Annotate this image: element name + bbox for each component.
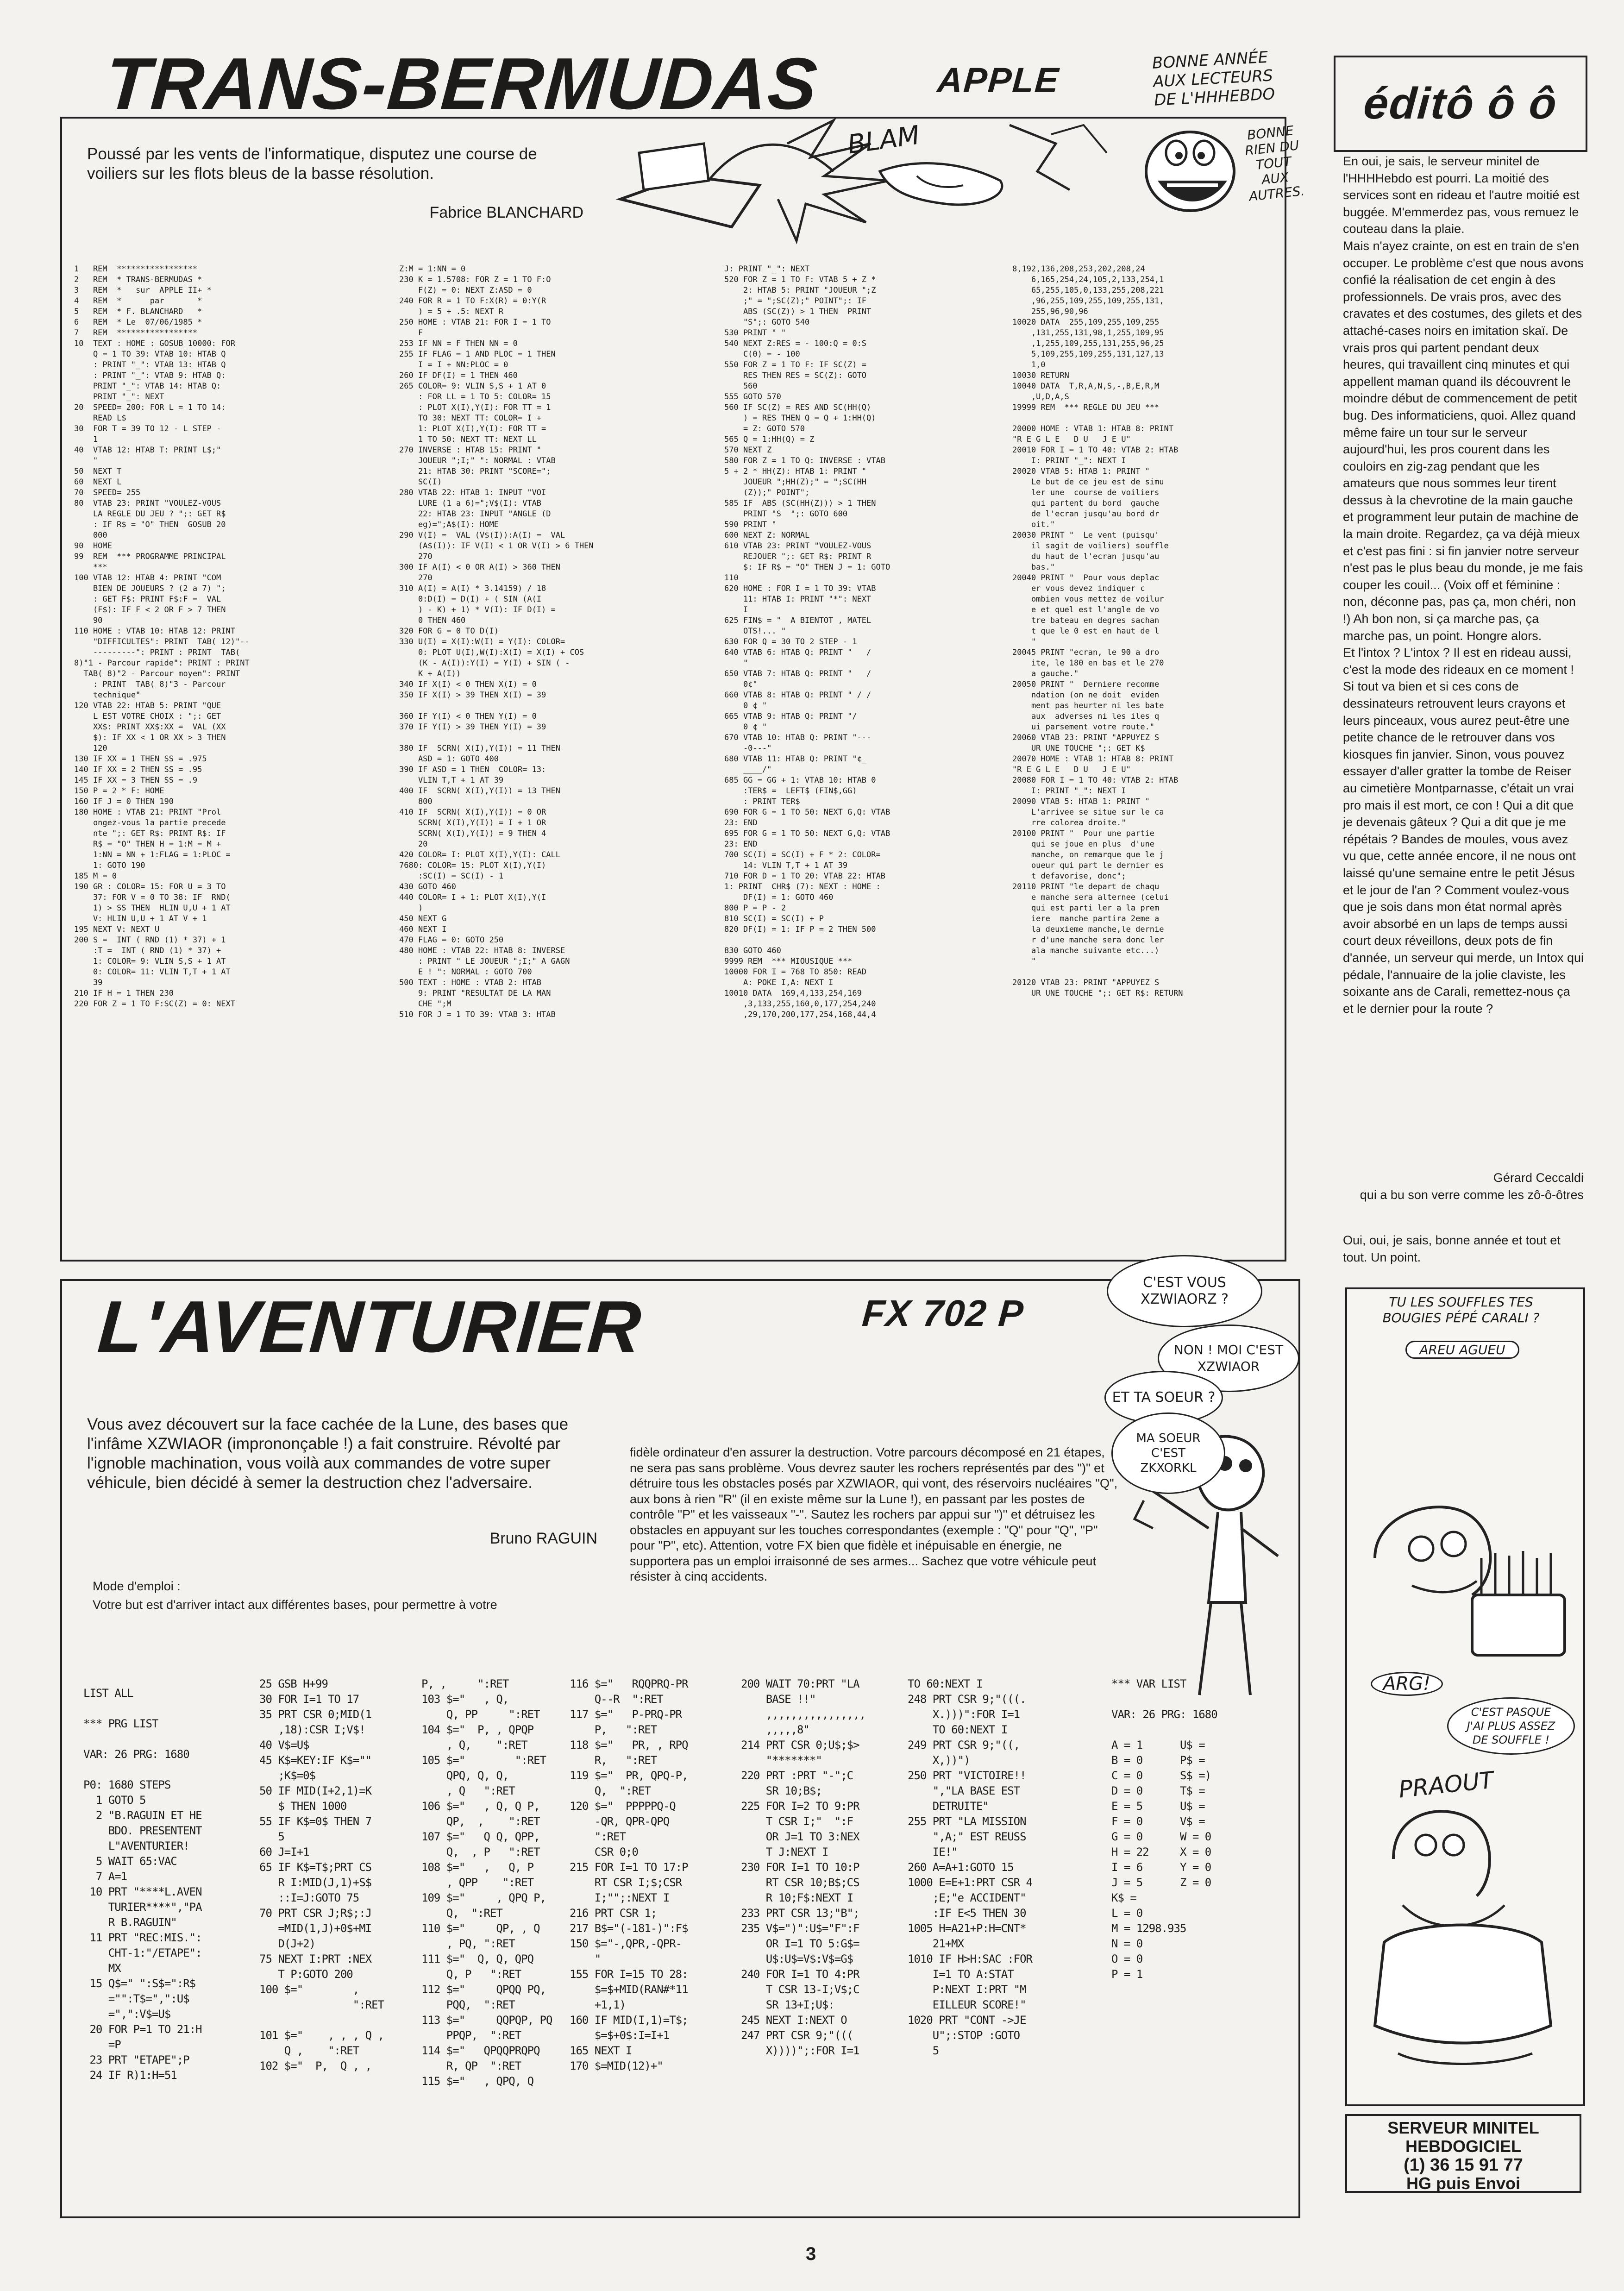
trans-bermudas-code-col-1: 1 REM ***************** 2 REM * TRANS-BERMUDAS * 3 REM * sur APPLE II+ * 4 REM * par * 5 REM * F. BLANCHARD * 6 REM * Le 07/06/1985 * 7 REM ***************** 10 TEXT : HOME : GOSUB 10000: FOR Q = 1 TO 39: VTAB 10: HTAB Q : PRINT "_": VTAB 13: HTAB Q : PRINT "_": VTAB 9: HTAB Q: PRINT "_": VTAB 14: HTAB Q: PRINT "_": NEXT 20 SPEED= 200: FOR L = 1 TO 14: READ L$ 30 FOR T = 39 TO 12 - L STEP - 1 40 VTAB 12: HTAB T: PRINT L$;" " 50 NEXT T 60 NEXT L 70 SPEED= 255 80 VTAB 23: PRINT "VOULEZ-VOUS LA REGLE DU JEU ? ";: GET R$ : IF R$ = "O" THEN GOSUB 20 000 90 HOME 99 REM *** PROGRAMME PRINCIPAL *** 100 VTAB 12: HTAB 4: PRINT "COM BIEN DE JOUEURS ? (2 a 7) "; : GET F$: PRINT F$:F = VAL (F$): IF F < 2 OR F > 7 THEN 90 110 HOME : VTAB 10: HTAB 12: PRINT "DIFFICULTES": PRINT TAB( 12)"-- ---------": PRINT : PRINT TAB( 8)"1 - Parcour rapide": PRINT : PRINT TAB( 8)"2 - Parcour moyen": PRINT : PRINT TAB( 8)"3 - Parcour technique" 120 VTAB 22: HTAB 5: PRINT "QUE L EST VOTRE CHOIX : ";: GET XX$: PRINT XX$:XX = VAL (XX $): IF XX < 1 OR XX > 3 THEN 120 130 IF XX = 1 THEN SS = .975 140 IF XX = 2 THEN SS = .95 145 IF XX = 3 THEN SS = .9 150 P = 2 * F: HOME 160 IF J = 0 THEN 190 180 HOME : VTAB 21: PRINT "Prol ongez-vous la partie precede nte ";: GET R$: PRINT R$: IF R$ = "O" THEN H = 1:M = M + 1:NN = NN + 1:FLAG = 1:PLOC = 1: GOTO 190 185 M = 0 190 GR : COLOR= 15: FOR U = 3 TO 37: FOR V = 0 TO 38: IF RND( 1) > SS THEN HLIN U,U + 1 AT V: HLIN U,U + 1 AT V + 1 195 NEXT V: NEXT U 200 S = INT ( RND (1) * 37) + 1 :T = INT ( RND (1) * 37) + 1: COLOR= 9: VLIN S,S + 1 AT 0: COLOR= 11: VLIN T,T + 1 AT 39 210 IF H = 1 THEN 230 220 FOR Z = 1 TO F:SC(Z) = 0: NEXT <box>74 264 250 1009</box>
minitel-box <box>1345 2114 1581 2193</box>
trans-bermudas-code-col-3: J: PRINT "_": NEXT 520 FOR Z = 1 TO F: VTAB 5 + Z * 2: HTAB 5: PRINT "JOUEUR ";Z ;" = ";SC(Z);" POINT";: IF ABS (SC(Z)) > 1 THEN PRINT "S";: GOTO 540 530 PRINT " " 540 NEXT Z:RES = - 100:Q = 0:S C(0) = - 100 550 FOR Z = 1 TO F: IF SC(Z) = RES THEN RES = SC(Z): GOTO 560 555 GOTO 570 560 IF SC(Z) = RES AND SC(HH(Q) ) = RES THEN Q = Q + 1:HH(Q) = Z: GOTO 570 565 Q = 1:HH(Q) = Z 570 NEXT Z 580 FOR Z = 1 TO Q: INVERSE : VTAB 5 + 2 * HH(Z): HTAB 1: PRINT " JOUEUR ";HH(Z);" = ";SC(HH (Z));" POINT"; 585 IF ABS (SC(HH(Z))) > 1 THEN PRINT "S ";: GOTO 600 590 PRINT " 600 NEXT Z: NORMAL 610 VTAB 23: PRINT "VOULEZ-VOUS REJOUER ";: GET R$: PRINT R $: IF R$ = "O" THEN J = 1: GOTO 110 620 HOME : FOR I = 1 TO 39: VTAB 11: HTAB I: PRINT "*": NEXT I 625 FIN$ = " A BIENTOT , MATEL OTS!... " 630 FOR Q = 30 TO 2 STEP - 1 640 VTAB 6: HTAB Q: PRINT " / " 650 VTAB 7: HTAB Q: PRINT " / 0¢" 660 VTAB 8: HTAB Q: PRINT " / / 0 ¢ " 665 VTAB 9: HTAB Q: PRINT "/ 0 ¢ " 670 VTAB 10: HTAB Q: PRINT "--- -0---" 680 VTAB 11: HTAB Q: PRINT "¢_ ____/" 685 GG = GG + 1: VTAB 10: HTAB 0 :TER$ = LEFT$ (FIN$,GG) : PRINT TER$ 690 FOR G = 1 TO 50: NEXT G,Q: VTAB 23: END 695 FOR G = 1 TO 50: NEXT G,Q: VTAB 23: END 700 SC(I) = SC(I) + F * 2: COLOR= 14: VLIN T,T + 1 AT 39 710 FOR D = 1 TO 20: VTAB 22: HTAB 1: PRINT CHR$ (7): NEXT : HOME : DF(I) = 1: GOTO 460 800 P = P - 2 810 SC(I) = SC(I) + P 820 DF(I) = 1: IF P = 2 THEN 500 830 GOTO 460 9999 REM *** MIOUSIQUE *** 10000 FOR I = 768 TO 850: READ A: POKE I,A: NEXT I 10010 DATA 169,4,133,254,169 ,3,133,255,160,0,177,254,240 ,29,170,200,177,254,168,44,4 <box>724 264 890 1019</box>
trans-bermudas-intro: Poussé par les vents de l'informatique, disputez une course de voiliers sur les flots bleus de la basse résolution. <box>87 145 537 182</box>
blam-sfx: BLAM <box>846 120 922 160</box>
grandpa-drawing <box>1356 1766 1574 2090</box>
mascot-bubble: BONNE RIEN DU TOUT AUX AUTRES. <box>1244 123 1305 204</box>
minitel-phone: (1) 36 15 91 77 <box>1404 2155 1523 2175</box>
aventurier-code-col-4: 116 $=" RQQPRQ-PR Q--R ":RET 117 $=" P-PRQ-PR P, ":RET 118 $=" PR, , RPQ R, ":RET 119 $=" PR, QPQ-P, Q, ":RET 120 $=" PPPPPQ-Q -QR, QPR-QPQ ":RET CSR 0;0 215 FOR I=1 TO 17:P RT CSR I;$;CSR I;"";:NEXT I 216 PRT CSR 1; 217 B$="(-181-)":F$ 150 $="-,QPR,-QPR- " 155 FOR I=15 TO 28: $=$+MID(RAN#*11 +1,1) 160 IF MID(I,1)=T$; $=$+0$:I=I+1 165 NEXT I 170 $=MID(12)+" <box>570 1677 688 2072</box>
minitel-line-2: HEBDOGICIEL <box>1405 2137 1521 2156</box>
aventurier-author: Bruno RAGUIN <box>489 1530 597 1547</box>
cake-drawing <box>1356 1456 1574 1669</box>
carali-bubble-2: AREU AGUEU <box>1405 1341 1519 1359</box>
minitel-line-4: HG puis Envoi <box>1406 2174 1521 2193</box>
carali-bubble-4: C'EST PASQUE J'AI PLUS ASSEZ DE SOUFFLE ! <box>1447 1697 1575 1755</box>
trans-bermudas-author: Fabrice BLANCHARD <box>429 204 583 221</box>
trans-bermudas-title: TRANS-BERMUDAS <box>102 43 821 125</box>
aventurier-intro: Vous avez découvert sur la face cachée de la Lune, des bases que l'infâme XZWIAOR (imprononçable !) a fait construire. Révolté par l'ignoble machination, vous voilà aux commandes de votre super véhicule, bien décidé à semer la destruction chez l'adversaire. <box>87 1415 569 1492</box>
trans-bermudas-platform: APPLE <box>936 61 1061 100</box>
edito-signature: Gérard Ceccaldi <box>1493 1171 1584 1185</box>
edito-title: éditô ô ô <box>1362 79 1559 128</box>
minitel-line-1: SERVEUR MINITEL <box>1387 2118 1539 2137</box>
aventurier-bubble-2: NON ! MOI C'EST XZWIAOR <box>1158 1324 1299 1392</box>
carali-sfx: PRAOUT <box>1397 1766 1495 1803</box>
aventurier-bubble-4: MA SOEUR C'EST ZKXORKL <box>1111 1412 1225 1494</box>
aventurier-code-col-6: TO 60:NEXT I 248 PRT CSR 9;"(((. X.)))":FOR I=1 TO 60:NEXT I 249 PRT CSR 9;"((, X,))") 250 PRT "VICTOIRE!! ","LA BASE EST DETRUITE" 255 PRT "LA MISSION ",A;" EST REUSS IE!" 260 A=A+1:GOTO 15 1000 E=E+1:PRT CSR 4 ;E;"e ACCIDENT" :IF E<5 THEN 30 1005 H=A21+P:H=CNT* 21+MX 1010 IF H>H:SAC :FOR I=1 TO A:STAT P:NEXT I:PRT "M EILLEUR SCORE!" 1020 PRT "CONT ->JE U";:STOP :GOTO 5 <box>908 1677 1032 2057</box>
aventurier-code-col-7: *** VAR LIST VAR: 26 PRG: 1680 A = 1 U$ = B = 0 P$ = C = 0 S$ =) D = 0 T$ = E = 5 U$ = F = 0 V$ = G = 0 W = 0 H = 22 X = 0 I = 6 Y = 0 J = 5 Z = 0 K$ = L = 0 M = 1298.935 N = 0 O = 0 P = 1 <box>1111 1677 1217 1981</box>
edito-body: En oui, je sais, le serveur minitel de l'HHHHebdo est pourri. La moitié des services sont en rideau et l'autre moitié est buggée. M'emmerdez pas, vous remuez le couteau dans la plaie. Mais n'ayez crainte, on est en train de s'en occuper. Le problème c'est que nous avons confié la réalisation de cet engin à des professionnels. De vrais pros, avec des cravates et des costumes, des gilets et des attaché-cases noirs en imitation skaï. De vrais pros qui partent pendant deux heures, qui travaillent cinq minutes et qui appellent maman quand ils découvrent le moindre début de commencement de petit bug. Des informaticiens, quoi. Allez quand même faire un tour sur le serveur aujourd'hui, les pros courent dans les couloirs en zig-zag pendant que les amateurs que nous sommes leur tirent dessus à la chevrotine de la main gauche et programment leur putain de machine de la main droite. Regardez, ça va déjà mieux et c'est pas fini : si fin janvier notre serveur n'est pas le plus beau du monde, je me fais couper les couil... (Voix off et féminine : non, déconne pas, pas ça, mon chéri, non !) Ah bon non, si ça marche pas, ça marche pas, un point. Hongre alors. Et l'intox ? L'intox ? Il est en rideau aussi, c'est la mode des rideaux en ce moment ! Si tout va bien et si ces cons de dessinateurs retrouvent leurs crayons et leurs pinceaux, vous aurez peut-être une petite chance de le retrouver dans vos kiosques fin janvier. Sinon, vous pouvez essayer d'aller gratter la tombe de Reiser au cimetière Montparnasse, c'était un vrai pro mais il est mort, ce con ! Qui a dit que je devenais gâteux ? Qui a dit que je me répétais ? Bandes de moules, vous avez vu que, cette année encore, il ne nous ont laissé qu'une semaine entre le petit Jésus et le jour de l'an ? Comment voulez-vous que je sois dans mon état normal après avoir absorbé en un laps de temps aussi court deux réveillons, deux pots de fin d'année, un serveur qui merde, un Intox qui pédale, l'annuaire de la jolie claviste, les soixante ans de Carali, remettez-nous ça et le dernier pour la route ? <box>1343 154 1584 1016</box>
aventurier-mode-label: Mode d'emploi : <box>93 1579 181 1593</box>
aventurier-bubble-3: ET TA SOEUR ? <box>1104 1371 1223 1425</box>
aventurier-mode-text: Votre but est d'arriver intact aux différentes bases, pour permettre à votre <box>93 1598 497 1612</box>
carali-bubble-1: TU LES SOUFFLES TES BOUGIES PÉPÉ CARALI ? <box>1382 1294 1540 1325</box>
edito-signoff: qui a bu son verre comme les zô-ô-ôtres <box>1360 1188 1584 1202</box>
carali-bubble-3: ARG! <box>1371 1672 1443 1696</box>
edito-postscript: Oui, oui, je sais, bonne année et tout et tout. Un point. <box>1343 1233 1561 1264</box>
trans-bermudas-code-col-2: Z:M = 1:NN = 0 230 K = 1.5708: FOR Z = 1 TO F:O F(Z) = 0: NEXT Z:ASD = 0 240 FOR R = 1 TO F:X(R) = 0:Y(R ) = 5 + .5: NEXT R 250 HOME : VTAB 21: FOR I = 1 TO F 253 IF NN = F THEN NN = 0 255 IF FLAG = 1 AND PLOC = 1 THEN I = I + NN:PLOC = 0 260 IF DF(I) = 1 THEN 460 265 COLOR= 9: VLIN S,S + 1 AT 0 : FOR LL = 1 TO 5: COLOR= 15 : PLOT X(I),Y(I): FOR TT = 1 TO 30: NEXT TT: COLOR= I + 1: PLOT X(I),Y(I): FOR TT = 1 TO 50: NEXT TT: NEXT LL 270 INVERSE : HTAB 15: PRINT " JOUEUR ";I;" ": NORMAL : VTAB 21: HTAB 30: PRINT "SCORE="; SC(I) 280 VTAB 22: HTAB 1: INPUT "VOI LURE (1 a 6)=";V$(I): VTAB 22: HTAB 23: INPUT "ANGLE (D eg)=";A$(I): HOME 290 V(I) = VAL (V$(I)):A(I) = VAL (A$(I)): IF V(I) < 1 OR V(I) > 6 THEN 270 300 IF A(I) < 0 OR A(I) > 360 THEN 270 310 A(I) = A(I) * 3.14159) / 18 0:D(I) = D(I) + ( SIN (A(I ) - K) + 1) * V(I): IF D(I) = 0 THEN 460 320 FOR G = 0 TO D(I) 330 U(I) = X(I):W(I) = Y(I): COLOR= 0: PLOT U(I),W(I):X(I) = X(I) + COS (K - A(I)):Y(I) = Y(I) + SIN ( - K + A(I)) 340 IF X(I) < 0 THEN X(I) = 0 350 IF X(I) > 39 THEN X(I) = 39 360 IF Y(I) < 0 THEN Y(I) = 0 370 IF Y(I) > 39 THEN Y(I) = 39 380 IF SCRN( X(I),Y(I)) = 11 THEN ASD = 1: GOTO 400 390 IF ASD = 1 THEN COLOR= 13: VLIN T,T + 1 AT 39 400 IF SCRN( X(I),Y(I)) = 13 THEN 800 410 IF SCRN( X(I),Y(I)) = 0 OR SCRN( X(I),Y(I)) = I + 1 OR SCRN( X(I),Y(I)) = 9 THEN 4 20 420 COLOR= I: PLOT X(I),Y(I): CALL 7680: COLOR= 15: PLOT X(I),Y(I) :SC(I) = SC(I) - 1 430 GOTO 460 440 COLOR= I + 1: PLOT X(I),Y(I ) 450 NEXT G 460 NEXT I 470 FLAG = 0: GOTO 250 480 HOME : VTAB 22: HTAB 8: INVERSE : PRINT " LE JOUEUR ";I;" A GAGN E ! ": NORMAL : GOTO 700 500 TEXT : HOME : VTAB 2: HTAB 9: PRINT "RESULTAT DE LA MAN CHE ";M 510 FOR J = 1 TO 39: VTAB 3: HTAB <box>399 264 594 1019</box>
edito-title-box <box>1334 56 1587 152</box>
aventurier-code-col-2: 25 GSB H+99 30 FOR I=1 TO 17 35 PRT CSR 0;MID(1 ,18):CSR I;V$! 40 V$=U$ 45 K$=KEY:IF K$="" ;K$=0$ 50 IF MID(I+2,1)=K $ THEN 1000 55 IF K$=0$ THEN 7 5 60 J=I+1 65 IF K$=T$;PRT CS R I:MID(J,1)+S$ ::I=J:GOTO 75 70 PRT CSR J;R$;:J =MID(1,J)+0$+MI D(J+2) 75 NEXT I:PRT :NEX T P:GOTO 200 100 $=" , ":RET 101 $=" , , , Q , Q , ":RET 102 $=" P, Q , , <box>259 1677 384 2072</box>
aventurier-body: fidèle ordinateur d'en assurer la destruction. Votre parcours décomposé en 21 étapes, ne sera pas sans problème. Vous devrez sauter les rochers représentés par des ")" et détruire tous les obstacles posés par XZWIAOR, qui vont, des réservoirs nucléaires "Q", aux bons à rien "R" (il en existe même sur la Lune !), en passant par les postes de contrôle "P" et les vaisseaux "-". Sautez les rochers par appui sur ")" et détruisez les obstacles en appuyant sur les touches correspondantes (exemple : "Q" pour "Q", "P" pour "P", etc). Attention, votre FX bien que fidèle et inépuisable en énergie, ne supportera pas un emploi irraisonné de ses armes... Sachez que votre véhicule peut résister à cinq accidents. <box>630 1445 1118 1583</box>
aventurier-code-col-3: P, , ":RET 103 $=" , Q, Q, PP ":RET 104 $=" P, , QPQP , Q, ":RET 105 $=" ":RET QPQ, Q, Q, , Q ":RET 106 $=" , Q, Q P, QP, , ":RET 107 $=" Q Q, QPP, Q, , P ":RET 108 $=" , Q, P , QPP ":RET 109 $=" , QPQ P, Q, ":RET 110 $=" QP, , Q , PQ, ":RET 111 $=" Q, Q, QPQ Q, P ":RET 112 $=" QPQQ PQ, PQQ, ":RET 113 $=" QQPQP, PQ PPQP, ":RET 114 $=" QPQQPRQPQ R, QP ":RET 115 $=" , QPQ, Q <box>421 1677 552 2088</box>
aventurier-code-col-1: LIST ALL *** PRG LIST VAR: 26 PRG: 1680 P0: 1680 STEPS 1 GOTO 5 2 "B.RAGUIN ET HE BDO. PRESENTENT L"AVENTURIER! 5 WAIT 65:VAC 7 A=1 10 PRT "****L.AVEN TURIER****","PA R B.RAGUIN" 11 PRT "REC:MIS.": CHT-1:"/ETAPE": MX 15 Q$=" ":S$=":R$ ="":T$=",":U$ =",":V$=U$ 20 FOR P=1 TO 21:H =P 23 PRT "ETAPE";P 24 IF R)1:H=51 <box>83 1687 202 2082</box>
aventurier-title: L'AVENTURIER <box>95 1286 645 1368</box>
greeting-handwritten: BONNE ANNÉE AUX LECTEURS DE L'HHHEBDO <box>1152 48 1276 110</box>
trans-bermudas-code-col-4: 8,192,136,208,253,202,208,24 6,165,254,24,105,2,133,254,1 65,255,105,0,133,255,208,221 ,96,255,109,255,109,255,131, 255,96,90,96 10020 DATA 255,109,255,109,255 ,131,255,131,98,1,255,109,95 ,1,255,109,255,131,255,96,25 5,109,255,109,255,131,127,13 1,0 10030 RETURN 10040 DATA T,R,A,N,S,-,B,E,R,M ,U,D,A,S 19999 REM *** REGLE DU JEU *** 20000 HOME : VTAB 1: HTAB 8: PRINT "R E G L E D U J E U" 20010 FOR I = 1 TO 40: VTAB 2: HTAB I: PRINT "_": NEXT I 20020 VTAB 5: HTAB 1: PRINT " Le but de ce jeu est de simu ler une course de voiliers qui partent du bord gauche de l'ecran jusqu'au bord dr oit." 20030 PRINT " Le vent (puisqu' il sagit de voiliers) souffle du haut de l'ecran jusqu'au bas." 20040 PRINT " Pour vous deplac er vous devez indiquer c ombien vous mettez de voilur e et quel est l'angle de vo tre bateau en degres sachan t que le 0 est en haut de l " 20045 PRINT "ecran, le 90 a dro ite, le 180 en bas et le 270 a gauche." 20050 PRINT " Derniere recomme ndation (on ne doit eviden ment pas heurter ni les bate aux adverses ni les iles q ui parsement votre route." 20060 VTAB 23: PRINT "APPUYEZ S UR UNE TOUCHE ";: GET K$ 20070 HOME : VTAB 1: HTAB 8: PRINT "R E G L E D U J E U" 20080 FOR I = 1 TO 40: VTAB 2: HTAB I: PRINT "_": NEXT I 20090 VTAB 5: HTAB 1: PRINT " L'arrivee se situe sur le ca rre colorea droite." 20100 PRINT " Pour une partie qui se joue en plus d'une manche, on remarque que le j oueur qui part le dernier es t defavorise, donc"; 20110 PRINT "le depart de chaqu e manche sera alternee (celui qui est parti ler a la prem iere manche partira 2eme a la deuxieme manche,le dernie r d'une manche sera donc ler ala manche suivante etc...) " 20120 VTAB 23: PRINT "APPUYEZ S UR UNE TOUCHE ";: GET R$: RETURN <box>1012 264 1183 998</box>
aventurier-platform: FX 702 P <box>860 1293 1026 1334</box>
carali-cartoon <box>1345 1287 1585 2106</box>
aventurier-code-col-5: 200 WAIT 70:PRT "LA BASE !!" ,,,,,,,,,,,,,,,, ,,,,,8" 214 PRT CSR 0;U$;$> "*******" 220 PRT :PRT "-";C SR 10;B$; 225 FOR I=2 TO 9:PR T CSR I;" ":F OR J=1 TO 3:NEX T J:NEXT I 230 FOR I=1 TO 10:P RT CSR 10;B$;CS R 10;F$:NEXT I 233 PRT CSR 13;"B"; 235 V$=")":U$="F":F OR I=1 TO 5:G$= U$:U$=V$:V$=G$ 240 FOR I=1 TO 4:PR T CSR 13-I;V$;C SR 13+I;U$: 245 NEXT I:NEXT O 247 PRT CSR 9;"((( X))))";:FOR I=1 <box>741 1677 865 2057</box>
page-number: 3 <box>806 2244 816 2264</box>
aventurier-bubble-1: C'EST VOUS XZWIAORZ ? <box>1107 1255 1262 1327</box>
mascot-face <box>1139 116 1250 222</box>
